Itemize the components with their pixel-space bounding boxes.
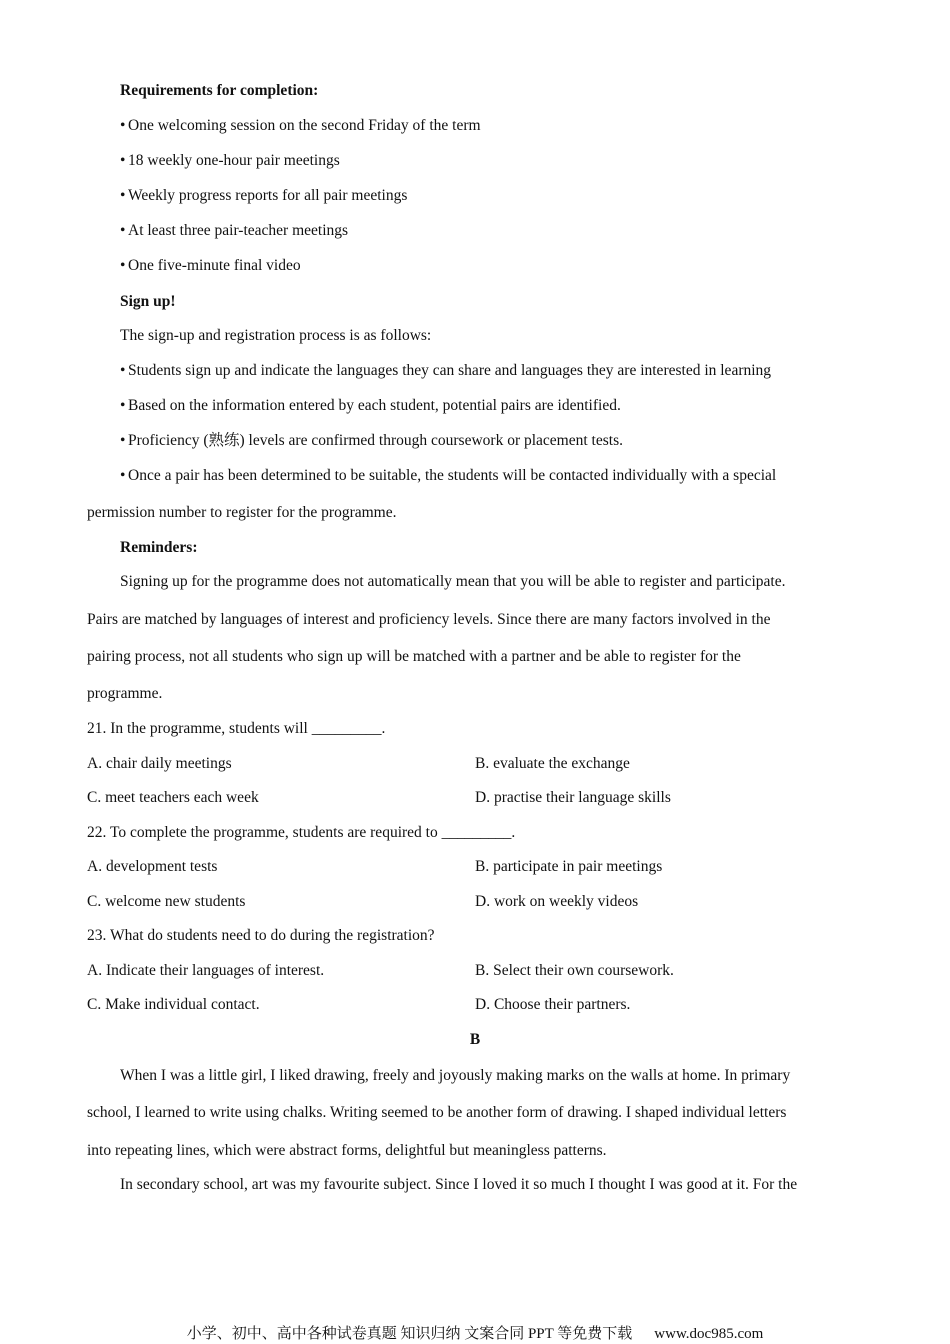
question-stem-23: 23. What do students need to do during the registration? <box>87 927 435 944</box>
option-21-a[interactable]: A. chair daily meetings <box>87 755 232 772</box>
section-b-line: In secondary school, art was my favourite subject. Since I loved it so much I thought I was good at it. For the <box>120 1176 798 1193</box>
option-21-d[interactable]: D. practise their language skills <box>475 789 671 806</box>
reminders-line: Pairs are matched by languages of interest and proficiency levels. Since there are many factors involved in the <box>87 611 771 628</box>
signup-step: • Students sign up and indicate the languages they can share and languages they are interested in learning <box>120 362 772 379</box>
reminders-heading: Reminders: <box>120 539 198 556</box>
bullet-icon: • <box>120 467 126 484</box>
requirement-item: • At least three pair-teacher meetings <box>120 222 349 239</box>
option-21-b[interactable]: B. evaluate the exchange <box>475 755 630 772</box>
requirement-item: • 18 weekly one-hour pair meetings <box>120 152 340 169</box>
section-b-line: When I was a little girl, I liked drawing, freely and joyously making marks on the walls at home. In primary <box>120 1067 791 1084</box>
bullet-icon: • <box>120 397 126 414</box>
bullet-icon: • <box>120 222 126 239</box>
page-footer <box>0 1324 950 1344</box>
bullet-icon: • <box>120 432 126 449</box>
signup-step: • Based on the information entered by each student, potential pairs are identified. <box>120 397 621 414</box>
option-23-b[interactable]: B. Select their own coursework. <box>475 962 674 979</box>
signup-step: • Proficiency (熟练) levels are confirmed through coursework or placement tests. <box>120 432 623 449</box>
reminders-line: pairing process, not all students who sign up will be matched with a partner and be able to register for the <box>87 648 741 665</box>
bullet-icon: • <box>120 187 126 204</box>
section-b-line: into repeating lines, which were abstract forms, delightful but meaningless patterns. <box>87 1142 607 1159</box>
footer-text: 小学、初中、高中各种试卷真题 知识归纳 文案合同 PPT 等免费下载 <box>186 1326 633 1342</box>
reminders-line: programme. <box>87 685 163 702</box>
option-21-c[interactable]: C. meet teachers each week <box>87 789 259 806</box>
option-22-c[interactable]: C. welcome new students <box>87 893 246 910</box>
question-stem-21: 21. In the programme, students will _________. <box>87 720 386 737</box>
bullet-icon: • <box>120 362 126 379</box>
signup-intro: The sign-up and registration process is as follows: <box>120 327 432 344</box>
requirement-item: • One five-minute final video <box>120 257 301 274</box>
question-stem-22: 22. To complete the programme, students are required to _________. <box>87 824 516 841</box>
reminders-line: Signing up for the programme does not automatically mean that you will be able to register and participate. <box>120 573 786 590</box>
option-23-d[interactable]: D. Choose their partners. <box>475 996 631 1013</box>
option-23-c[interactable]: C. Make individual contact. <box>87 996 260 1013</box>
option-22-d[interactable]: D. work on weekly videos <box>475 893 639 910</box>
signup-heading: Sign up! <box>120 293 176 310</box>
signup-step: • Once a pair has been determined to be suitable, the students will be contacted individually with a special <box>120 467 777 484</box>
bullet-icon: • <box>120 117 126 134</box>
option-22-a[interactable]: A. development tests <box>87 858 218 875</box>
footer-url-link[interactable]: www.doc985.com <box>654 1326 764 1342</box>
section-b-heading: B <box>469 1031 481 1048</box>
requirement-item: • Weekly progress reports for all pair meetings <box>120 187 408 204</box>
requirement-item: • One welcoming session on the second Friday of the term <box>120 117 481 134</box>
option-23-a[interactable]: A. Indicate their languages of interest. <box>87 962 325 979</box>
signup-step-continuation: permission number to register for the programme. <box>87 504 397 521</box>
bullet-icon: • <box>120 257 126 274</box>
option-22-b[interactable]: B. participate in pair meetings <box>475 858 663 875</box>
requirements-heading: Requirements for completion: <box>120 82 319 99</box>
bullet-icon: • <box>120 152 126 169</box>
section-b-line: school, I learned to write using chalks. Writing seemed to be another form of drawing. I shaped individual letters <box>87 1104 787 1121</box>
